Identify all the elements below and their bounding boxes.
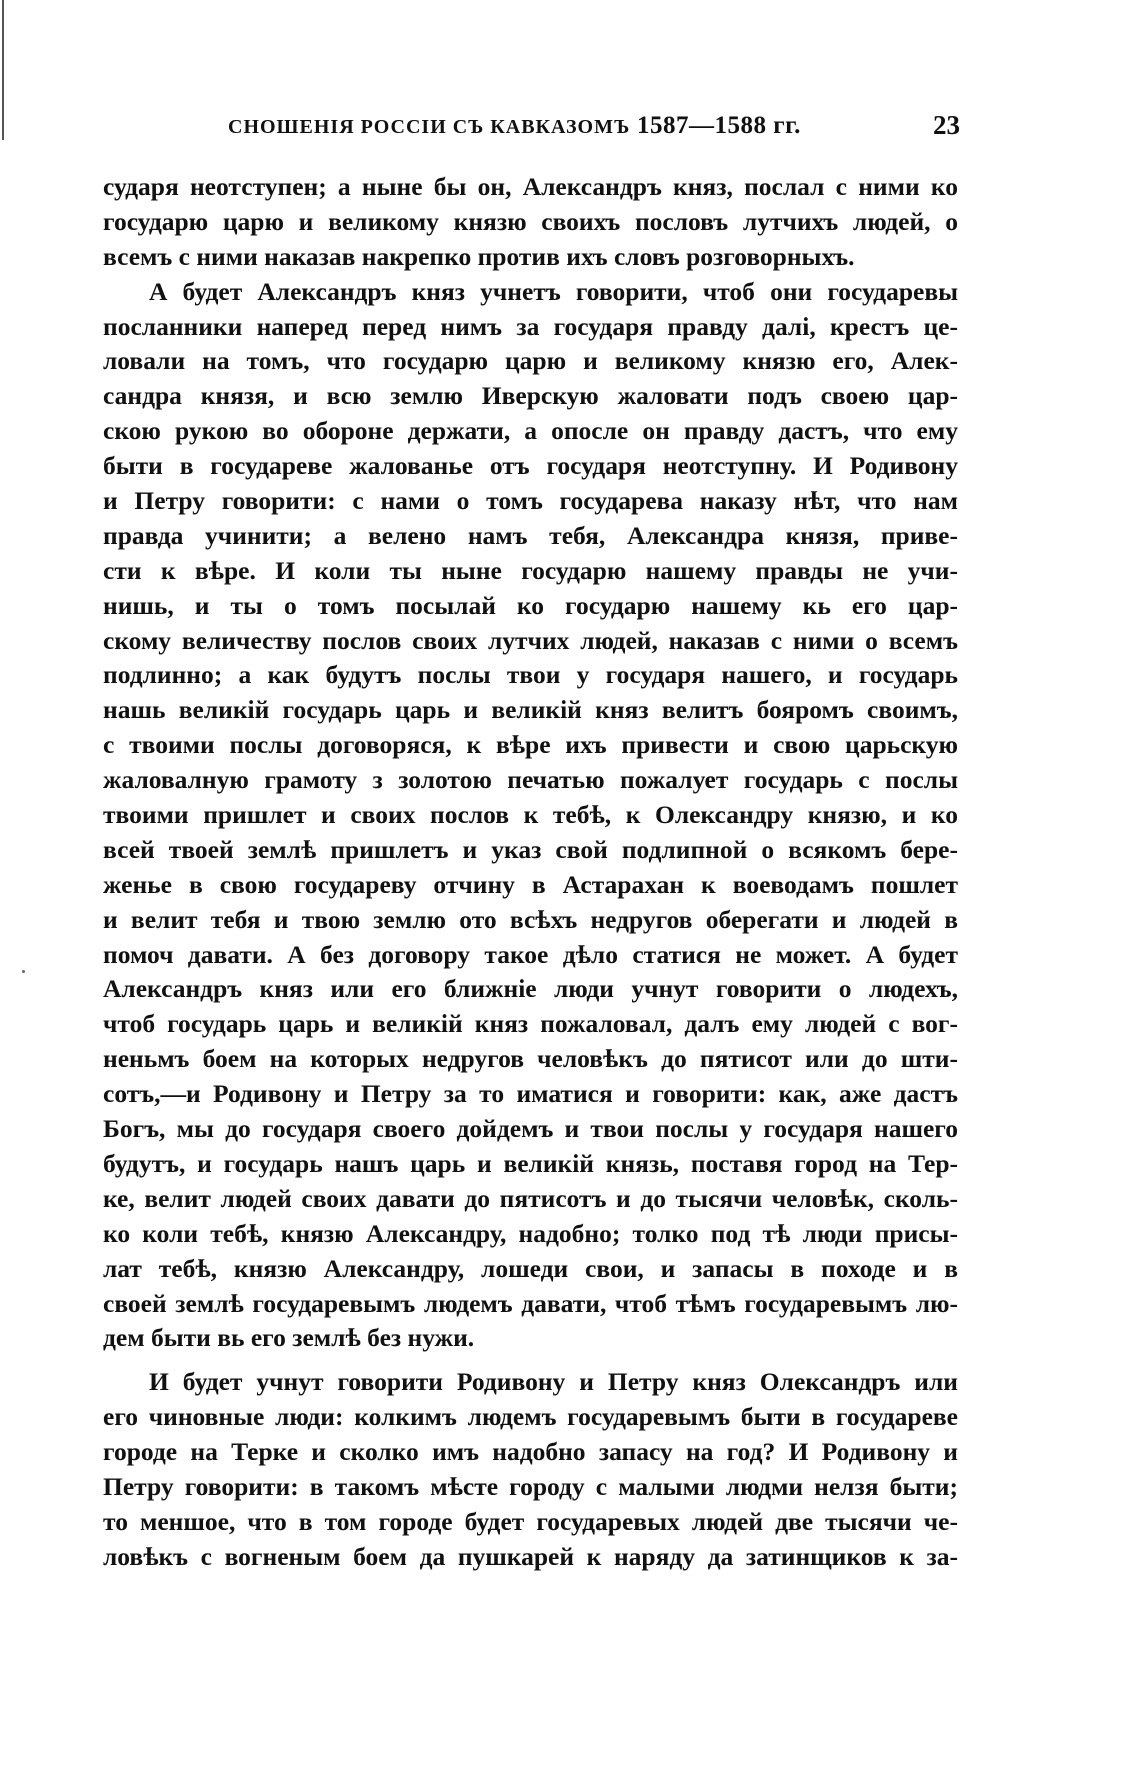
text-line: сандра князя, и всю землю Иверскую жаловати подъ своею цар- [103,381,958,411]
text-line: ловали на томъ, что государю царю и великому князю его, Алек- [103,346,958,376]
text-line: женье в свою государеву отчину в Астарахан к воеводамъ пошлет [103,869,958,899]
paragraph-start-line: А будет Александръ княз учнетъ говорити, чтоб они государевы [149,276,958,306]
text-line: нишь, и ты о томъ посылай ко государю нашему кь его цар- [103,590,958,620]
text-line: то меншое, что в том городе будет государевых людей две тысячи че- [103,1506,958,1536]
text-line: сотъ,—и Родивону и Петру за то иматися и говорити: как, аже дастъ [103,1079,958,1109]
text-line: скому величеству послов своих лутчих людей, наказав с ними о всемъ [103,625,958,655]
text-line: ко коли тебѣ, князю Александру, надобно; толко под тѣ люди присы- [103,1218,958,1248]
text-line: своей землѣ государевымъ людемъ давати, чтоб тѣмъ государевымъ лю- [103,1288,958,1318]
text-line: подлинно; а как будутъ послы твои у государя нашего, и государь [103,660,958,690]
text-line: всемъ с ними наказав накрепко против ихъ словъ розговорныхъ. [103,241,855,271]
paragraph-start-line: И будет учнут говорити Родивону и Петру княз Олександръ или [149,1367,958,1397]
text-line: дем быти вь его землѣ без нужи. [103,1323,475,1353]
text-line: неньмъ боем на которых недругов человѣкъ до пятисот или до шти- [103,1044,958,1074]
text-line: городе на Терке и сколко имъ надобно запасу на год? И Родивону и [103,1437,958,1467]
running-head [100,108,960,148]
text-line: чтоб государь царь и великій княз пожаловал, далъ ему людей с вог- [103,1009,958,1039]
text-line: правда учинити; а велено намъ тебя, Александра князя, приве- [103,520,958,550]
text-line: быти в государеве жалованье отъ государя неотступну. И Родивону [103,451,958,481]
text-line: государю царю и великому князю своихъ пословъ лутчихъ людей, о [103,206,958,236]
text-line: и велит тебя и твою землю ото всѣхъ недругов оберегати и людей в [103,904,958,934]
text-line: и Петру говорити: с нами о томъ государева наказу нѣт, что нам [103,486,958,516]
text-line: твоими пришлет и своих послов к тебѣ, к Олександру князю, и ко [103,800,958,830]
running-title-years: 1587—1588 гг. [637,112,801,139]
text-line: лат тебѣ, князю Александру, лошеди свои, и запасы в походе и в [103,1253,958,1283]
scan-speck [22,970,25,973]
page-number: 23 [933,110,960,140]
text-line: посланники наперед перед нимъ за государя правду далі, крестъ це- [103,311,958,341]
text-line: с твоими послы договоряся, к вѣре ихъ привести и свою царьскую [103,730,958,760]
page-edge-rule [2,0,4,140]
text-line: сти к вѣре. И коли ты ныне государю нашему правды не учи- [103,555,958,585]
text-line: Петру говорити: в такомъ мѣсте городу с малыми людми нелзя быти; [103,1471,958,1501]
text-line: Александръ княз или его ближніе люди учнут говорити о людехъ, [103,974,958,1004]
text-line: нашь великій государь царь и великій княз велитъ бояромъ своимъ, [103,695,958,725]
text-line: всей твоей землѣ пришлетъ и указ свой подлипной о всякомъ бере- [103,834,958,864]
text-line: будутъ, и государь нашъ царь и великій князь, поставя город на Тер- [103,1148,958,1178]
body-text [103,170,958,1575]
text-line: помоч давати. А без договору такое дѣло статися не может. А будет [103,939,958,969]
text-line: сударя неотступен; а ныне бы он, Александръ княз, послал с ними ко [103,172,958,201]
running-title-text: СНОШЕНІЯ РОССІИ СЪ КАВКАЗОМЪ [228,116,631,138]
text-line: Богъ, мы до государя своего дойдемъ и твои послы у государя нашего [103,1114,958,1144]
paragraph-gap [103,1356,958,1365]
text-line: его чиновные люди: колкимъ людемъ государевымъ быти в государеве [103,1402,958,1432]
text-line: ловѣкъ с вогненым боем да пушкарей к наряду да затинщиков к за- [103,1541,958,1571]
text-line: ке, велит людей своих давати до пятисотъ и до тысячи человѣк, сколь- [103,1183,958,1213]
text-line: жаловалную грамоту з золотою печатью пожалует государь с послы [103,765,958,795]
text-line: скою рукою во обороне держати, а опосле он правду дастъ, что ему [103,416,958,446]
running-title [228,112,801,140]
